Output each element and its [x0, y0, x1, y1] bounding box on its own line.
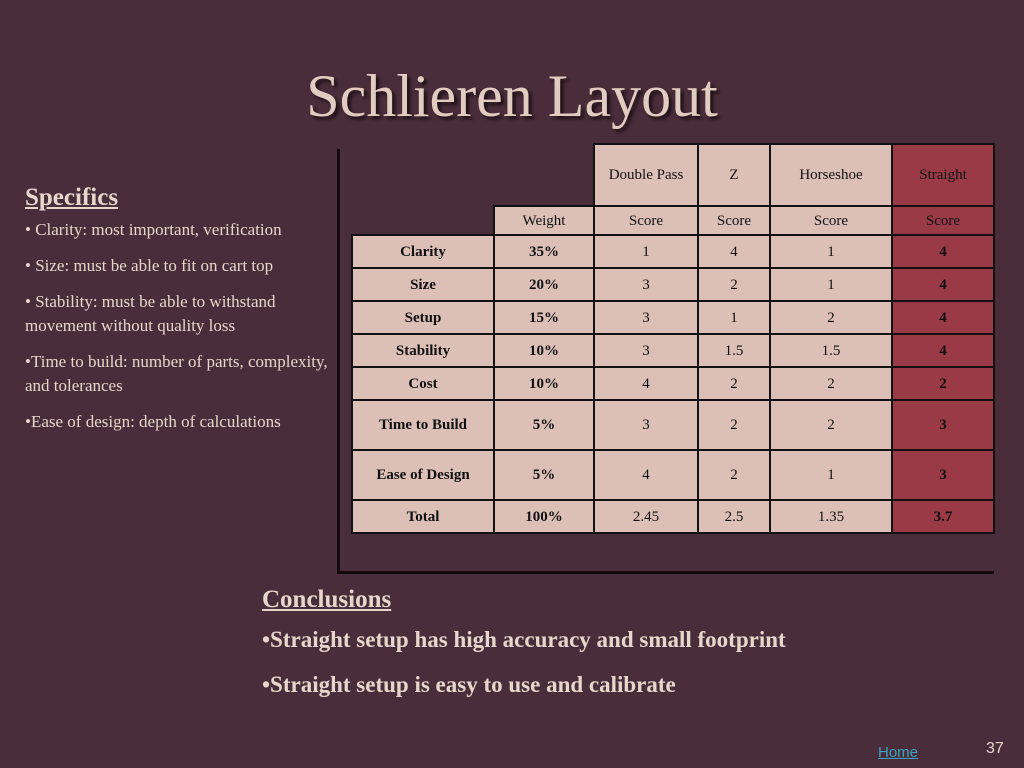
score-cell: 2: [698, 450, 770, 500]
specifics-bullet-clarity: • Clarity: most important, verification: [25, 220, 282, 239]
score-cell: 2: [698, 268, 770, 301]
weight-cell: 100%: [494, 500, 594, 533]
specifics-bullet-time-to-build: •Time to build: number of parts, complexity, and tolerances: [25, 352, 328, 395]
score-cell: 4: [892, 301, 994, 334]
score-cell: 2: [770, 367, 892, 400]
criterion-cell: Total: [352, 500, 494, 533]
specifics-heading: Specifics: [25, 184, 119, 211]
home-link[interactable]: Home: [878, 744, 919, 761]
score-cell: 2.5: [698, 500, 770, 533]
score-cell: 4: [892, 268, 994, 301]
score-cell: 3: [892, 450, 994, 500]
table-row: [352, 268, 994, 301]
option-header-straight: Straight: [892, 144, 994, 206]
score-cell: 3: [594, 301, 698, 334]
score-cell: 1: [770, 268, 892, 301]
score-cell: 1: [770, 235, 892, 268]
specifics-bullet-ease-of-design: •Ease of design: depth of calculations: [25, 412, 281, 431]
weight-cell: 10%: [494, 367, 594, 400]
weight-cell: 10%: [494, 334, 594, 367]
conclusion-bullet-accuracy: •Straight setup has high accuracy and small footprint: [262, 627, 786, 652]
score-cell: 2: [892, 367, 994, 400]
specifics-bullet-stability: • Stability: must be able to withstand movement without quality loss: [25, 292, 276, 335]
criterion-cell: Ease of Design: [352, 450, 494, 500]
score-cell: 1.5: [770, 334, 892, 367]
score-header: Score: [594, 206, 698, 235]
option-header-horseshoe: Horseshoe: [770, 144, 892, 206]
score-cell: 3: [594, 334, 698, 367]
score-cell: 1: [770, 450, 892, 500]
conclusions-section: [262, 586, 1002, 716]
score-cell: 4: [892, 334, 994, 367]
score-cell: 1.35: [770, 500, 892, 533]
score-cell: 3: [594, 268, 698, 301]
table-total-row: [352, 500, 994, 533]
score-cell: 4: [594, 450, 698, 500]
weight-cell: 15%: [494, 301, 594, 334]
score-cell: 2: [770, 400, 892, 450]
option-header-z: Z: [698, 144, 770, 206]
conclusions-heading: Conclusions: [262, 586, 392, 613]
specifics-section: [25, 186, 330, 446]
table-row: [352, 450, 994, 500]
score-cell: 2: [698, 367, 770, 400]
score-cell: 4: [892, 235, 994, 268]
score-header: Score: [698, 206, 770, 235]
table-row: [352, 400, 994, 450]
table-frame-bottom-line: [337, 571, 994, 574]
score-cell: 3: [892, 400, 994, 450]
slide-number: 37: [986, 740, 1004, 757]
table-row: [352, 334, 994, 367]
criterion-cell: Cost: [352, 367, 494, 400]
score-cell: 1: [594, 235, 698, 268]
table-row: [352, 235, 994, 268]
criterion-cell: Size: [352, 268, 494, 301]
table-row: [352, 301, 994, 334]
table-subheader-row: [352, 206, 994, 235]
score-cell: 3.7: [892, 500, 994, 533]
table-option-header-row: [352, 144, 994, 206]
option-header-double-pass: Double Pass: [594, 144, 698, 206]
score-cell: 4: [698, 235, 770, 268]
score-cell: 3: [594, 400, 698, 450]
score-cell: 4: [594, 367, 698, 400]
conclusion-bullet-easy-to-use: •Straight setup is easy to use and calibrate: [262, 672, 676, 697]
criterion-cell: Time to Build: [352, 400, 494, 450]
score-header: Score: [770, 206, 892, 235]
weight-header: Weight: [494, 206, 594, 235]
weight-cell: 5%: [494, 400, 594, 450]
slide-title: Schlieren Layout: [306, 63, 718, 129]
criterion-cell: Clarity: [352, 235, 494, 268]
table-row: [352, 367, 994, 400]
criterion-cell: Setup: [352, 301, 494, 334]
table-frame-left-line: [337, 149, 340, 574]
weight-cell: 20%: [494, 268, 594, 301]
decision-matrix-table: [351, 143, 995, 534]
score-cell: 1.5: [698, 334, 770, 367]
score-cell: 2.45: [594, 500, 698, 533]
criterion-cell: Stability: [352, 334, 494, 367]
weight-cell: 35%: [494, 235, 594, 268]
score-cell: 2: [698, 400, 770, 450]
specifics-bullet-size: • Size: must be able to fit on cart top: [25, 256, 274, 275]
score-header: Score: [892, 206, 994, 235]
score-cell: 1: [698, 301, 770, 334]
score-cell: 2: [770, 301, 892, 334]
weight-cell: 5%: [494, 450, 594, 500]
